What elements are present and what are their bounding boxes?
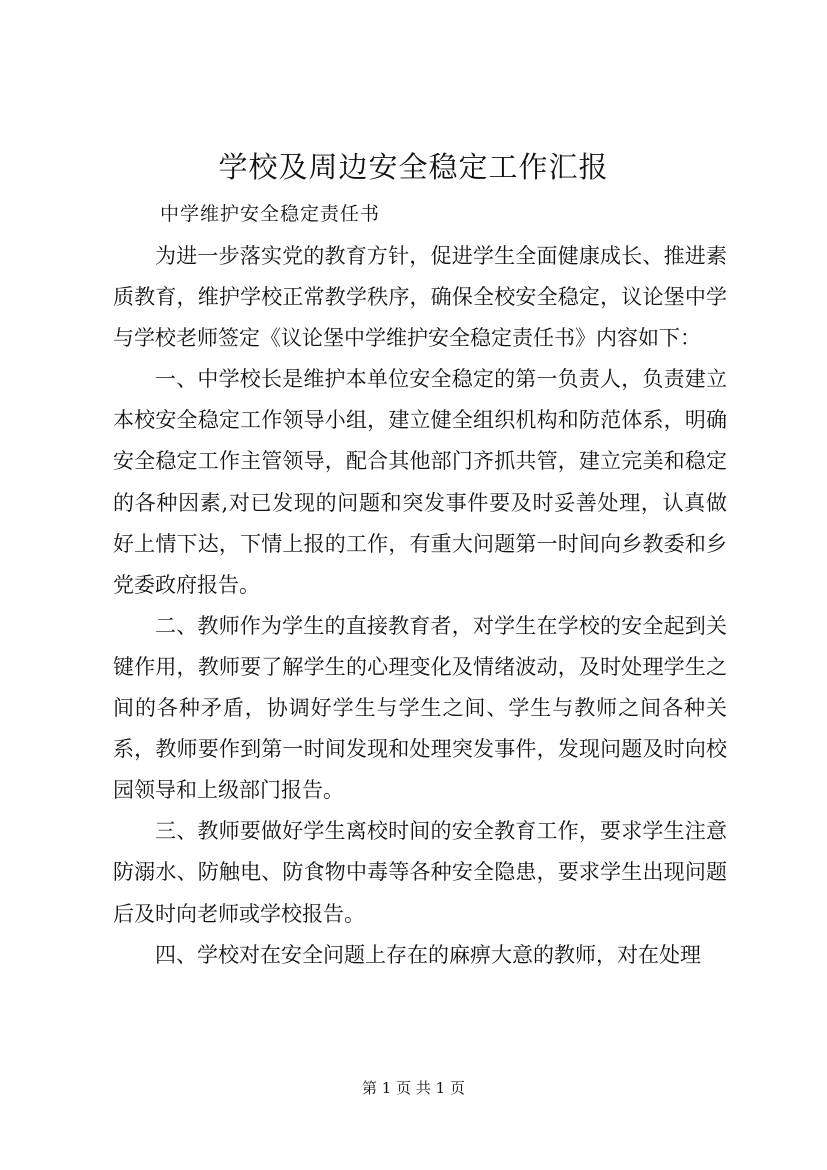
page-footer: 第 1 页 共 1 页	[362, 1079, 465, 1097]
paragraph-item-1: 一、中学校长是维护本单位安全稳定的第一负责人，负责建立本校安全稳定工作领导小组，建立健全组织机构和防范体系，明确安全稳定工作主管领导，配合其他部门齐抓共管，建立完美和稳定的各种因素,对已发现的问题和突发事件要及时妥善处理，认真做好上情下达，下情上报的工作，有重大问题第一时间向乡教委和乡党委政府报告。	[113, 367, 727, 597]
paragraph-intro: 为进一步落实党的教育方针，促进学生全面健康成长、推进素质教育，维护学校正常教学秩序，确保全校安全稳定，议论堡中学与学校老师签定《议论堡中学维护安全稳定责任书》内容如下：	[113, 244, 727, 351]
paragraph-item-3: 三、教师要做好学生离校时间的安全教育工作，要求学生注意防溺水、防触电、防食物中毒等各种安全隐患，要求学生出现问题后及时向老师或学校报告。	[113, 819, 727, 926]
document-subtitle: 中学维护安全稳定责任书	[160, 203, 381, 225]
document-title: 学校及周边安全稳定工作汇报	[218, 150, 609, 184]
paragraph-item-4: 四、学校对在安全问题上存在的麻痹大意的教师，对在处理	[155, 942, 701, 967]
paragraph-item-2: 二、教师作为学生的直接教育者，对学生在学校的安全起到关键作用，教师要了解学生的心理变化及情绪波动，及时处理学生之间的各种矛盾，协调好学生与学生之间、学生与教师之间各种关系，教师要作到第一时间发现和处理突发事件，发现问题及时向校园领导和上级部门报告。	[113, 613, 727, 803]
document-body	[113, 236, 727, 976]
